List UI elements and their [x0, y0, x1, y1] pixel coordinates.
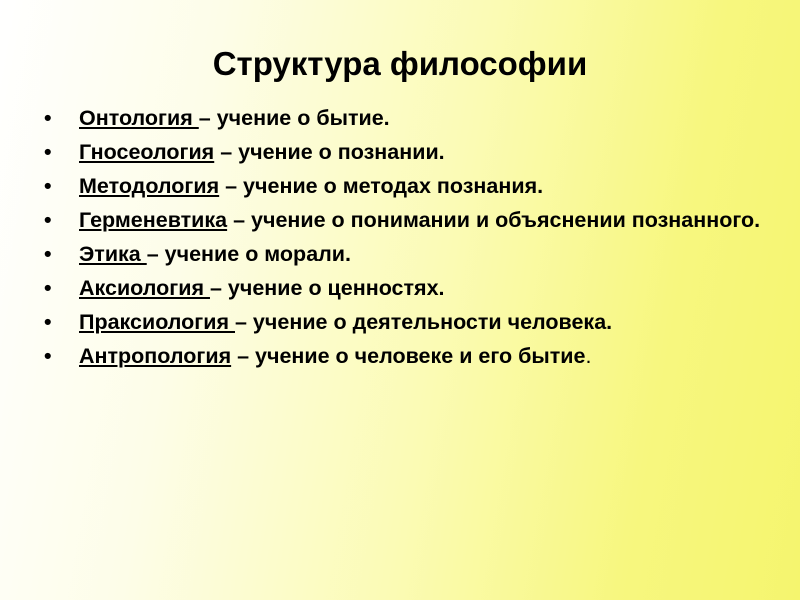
definition: – учение о методах познания.	[219, 174, 544, 198]
definition: – учение о человеке и его бытие	[231, 344, 586, 368]
definition: – учение о понимании и объяснении познанного.	[227, 208, 761, 232]
bullet-list	[44, 104, 764, 376]
term-ethics: Этика	[79, 242, 147, 266]
term-axiology: Аксиология	[79, 276, 210, 300]
bullet-icon: •	[44, 310, 52, 334]
definition: – учение о бытие.	[198, 106, 390, 130]
definition: – учение о морали.	[146, 242, 351, 266]
term-hermeneutics: Герменевтика	[79, 208, 228, 232]
list-item	[44, 274, 764, 303]
bullet-icon: •	[44, 174, 52, 198]
term-methodology: Методология	[79, 174, 220, 198]
term-anthropology: Антропология	[79, 344, 232, 368]
list-item	[44, 342, 764, 371]
term-ontology: Онтология	[79, 106, 199, 130]
bullet-icon: •	[44, 276, 52, 300]
list-item	[44, 138, 764, 167]
list-item	[44, 308, 764, 337]
bullet-icon: •	[44, 106, 52, 130]
term-praxeology: Праксиология	[79, 310, 235, 334]
list-item	[44, 172, 764, 201]
list-item	[44, 206, 764, 235]
bullet-icon: •	[44, 344, 52, 368]
definition: – учение о деятельности человека.	[235, 310, 613, 334]
definition: – учение о ценностях.	[209, 276, 445, 300]
slide-title: Структура философии	[212, 45, 588, 82]
trailing-punctuation: .	[585, 344, 592, 368]
bullet-icon: •	[44, 242, 52, 266]
list-item	[44, 240, 764, 269]
definition: – учение о познании.	[214, 140, 445, 164]
bullet-icon: •	[44, 140, 52, 164]
list-item	[44, 104, 764, 133]
term-gnoseology: Гносеология	[79, 140, 215, 164]
bullet-icon: •	[44, 208, 52, 232]
